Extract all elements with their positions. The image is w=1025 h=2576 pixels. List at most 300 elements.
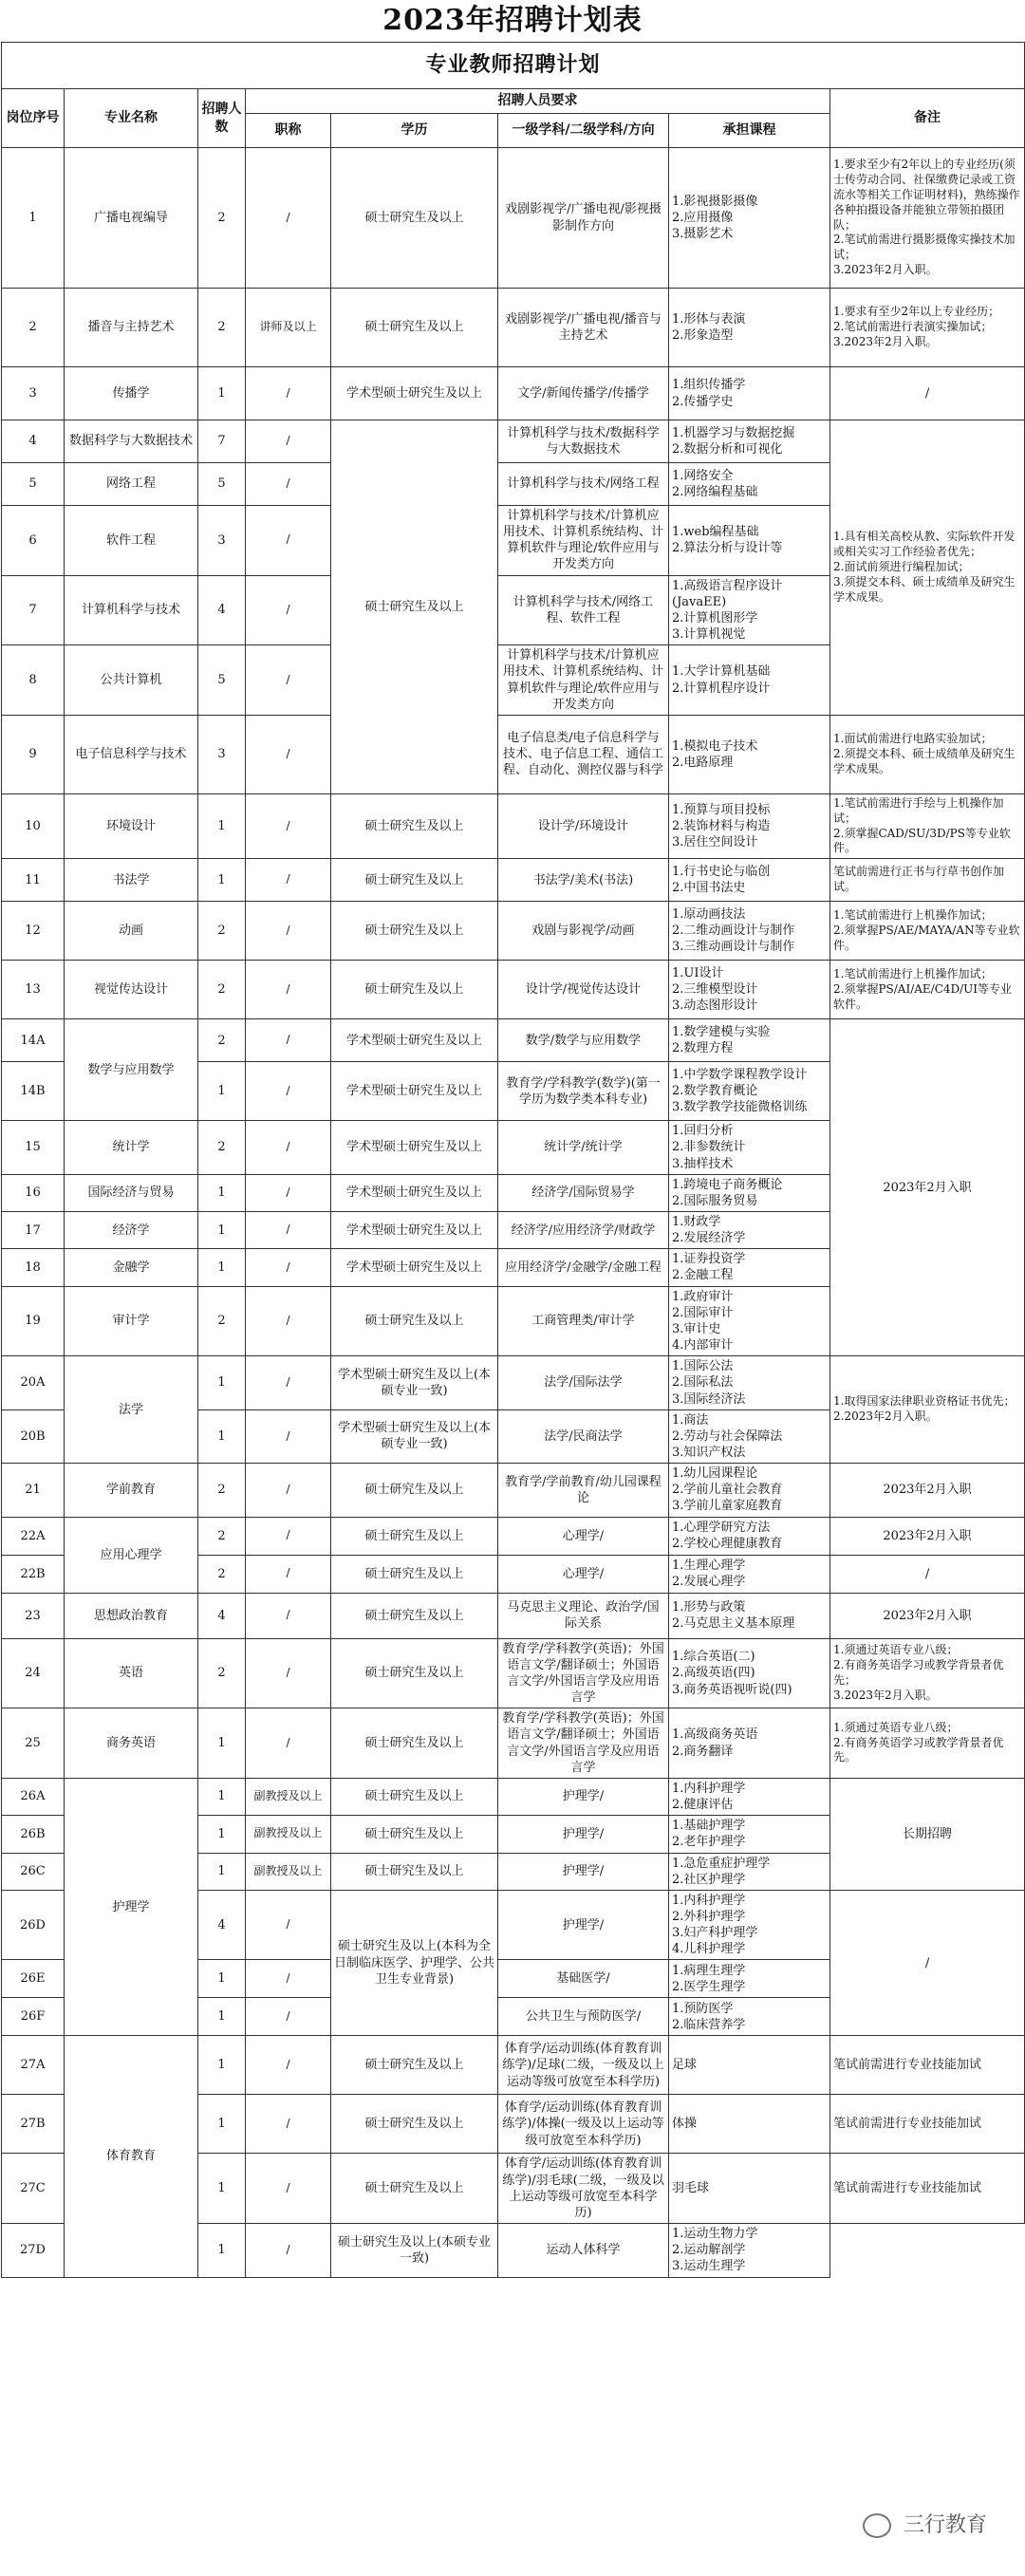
courses-cell: 1.中学数学课程教学设计 2.数学教育概论 3.数学教学技能微格训练 xyxy=(669,1062,830,1121)
post-no-cell: 23 xyxy=(2,1593,65,1638)
courses-cell: 1.病理生理学 2.医学生理学 xyxy=(669,1960,830,1998)
remark-cell: 1.具有相关高校从教、实际软件开发或相关实习工作经验者优先； 2.面试前须进行编程加试； 3.须提交本科、硕士成绩单及研究生学术成果。 xyxy=(830,420,1025,716)
post-no-cell: 26A xyxy=(2,1778,65,1815)
education-cell: 学术型硕士研究生及以上(本硕专业一致) xyxy=(331,1356,498,1409)
major-cell: 商务英语 xyxy=(65,1708,198,1779)
post-no-cell: 20A xyxy=(2,1356,65,1409)
discipline-cell: 体育学/运动训练(体育教育训练学)/体操(一级及以上运动等级可放宽至本科学历) xyxy=(498,2095,669,2154)
rank-cell: / xyxy=(246,2224,331,2277)
count-cell: 1 xyxy=(198,2095,246,2154)
discipline-cell: 基础医学/ xyxy=(498,1960,669,1998)
major-cell: 数据科学与大数据技术 xyxy=(65,420,198,463)
courses-cell: 1.预算与项目投标 2.装饰材料与构造 3.居住空间设计 xyxy=(669,793,830,858)
courses-cell: 1.UI设计 2.三维模型设计 3.动态图形设计 xyxy=(669,961,830,1019)
major-cell: 公共计算机 xyxy=(65,645,198,716)
rank-cell: / xyxy=(246,859,331,902)
post-no-cell: 15 xyxy=(2,1121,65,1174)
count-cell: 3 xyxy=(198,715,246,793)
discipline-cell: 计算机科学与技术/数据科学与大数据技术 xyxy=(498,420,669,463)
remark-cell: 1.笔试前需进行上机操作加试； 2.须掌握PS/AE/MAYA/AN等专业软件。 xyxy=(830,902,1025,961)
remark-cell: 1.须通过英语专业八级； 2.有商务英语学习或教学背景者优先。 xyxy=(830,1708,1025,1779)
courses-cell: 1.跨境电子商务概论 2.国际服务贸易 xyxy=(669,1174,830,1211)
courses-cell: 1.形体与表演 2.形象造型 xyxy=(669,289,830,367)
remark-cell: 2023年2月入职 xyxy=(830,1517,1025,1555)
education-cell: 硕士研究生及以上 xyxy=(331,289,498,367)
courses-cell: 1.国际公法 2.国际私法 3.国际经济法 xyxy=(669,1356,830,1409)
discipline-cell: 教育学/学前教育/幼儿园课程论 xyxy=(498,1464,669,1517)
header-rank: 职称 xyxy=(246,114,331,148)
courses-cell: 1.综合英语(二) 2.高级英语(四) 3.商务英语视听说(四) xyxy=(669,1638,830,1708)
post-no-cell: 13 xyxy=(2,961,65,1019)
discipline-cell: 教育学/学科教学(数学)(第一学历为数学类本科专业) xyxy=(498,1062,669,1121)
rank-cell: / xyxy=(246,1174,331,1211)
count-cell: 2 xyxy=(198,1638,246,1708)
recruitment-table xyxy=(1,42,1025,2278)
remark-cell: 笔试前需进行正书与行草书创作加试。 xyxy=(830,859,1025,902)
count-cell: 2 xyxy=(198,961,246,1019)
rank-cell: / xyxy=(246,367,331,420)
count-cell: 2 xyxy=(198,1464,246,1517)
rank-cell: / xyxy=(246,961,331,1019)
remark-cell: / xyxy=(830,367,1025,420)
table-row xyxy=(2,859,1025,902)
rank-cell: 副教授及以上 xyxy=(246,1853,331,1890)
discipline-cell: 体育学/运动训练(体育教育训练学)/羽毛球(二级，一级及以上运动等级可放宽至本科学历) xyxy=(498,2154,669,2224)
discipline-cell: 心理学/ xyxy=(498,1517,669,1555)
major-cell: 广播电视编导 xyxy=(65,148,198,289)
remark-cell: / xyxy=(830,1555,1025,1593)
courses-cell: 1.大学计算机基础 2.计算机程序设计 xyxy=(669,645,830,716)
education-cell: 硕士研究生及以上 xyxy=(331,902,498,961)
rank-cell: / xyxy=(246,793,331,858)
rank-cell: / xyxy=(246,1062,331,1121)
education-cell: 硕士研究生及以上 xyxy=(331,1555,498,1593)
header-discipline: 一级学科/二级学科/方向 xyxy=(498,114,669,148)
remark-cell: 1.取得国家法律职业资格证书优先； 2.2023年2月入职。 xyxy=(830,1356,1025,1464)
post-no-cell: 27B xyxy=(2,2095,65,2154)
rank-cell: / xyxy=(246,1356,331,1409)
rank-cell: / xyxy=(246,1593,331,1638)
rank-cell: / xyxy=(246,902,331,961)
education-cell: 学术型硕士研究生及以上 xyxy=(331,1019,498,1062)
count-cell: 4 xyxy=(198,1593,246,1638)
table-row xyxy=(2,715,1025,793)
post-no-cell: 24 xyxy=(2,1638,65,1708)
post-no-cell: 26D xyxy=(2,1890,65,1960)
courses-cell: 1.原动画技法 2.二维动画设计与制作 3.三维动画设计与制作 xyxy=(669,902,830,961)
post-no-cell: 18 xyxy=(2,1249,65,1286)
post-no-cell: 12 xyxy=(2,902,65,961)
discipline-cell: 计算机科学与技术/网络工程 xyxy=(498,463,669,506)
remark-cell: 1.要求至少有2年以上的专业经历(须士传劳动合同、社保缴费记录或工资流水等相关工作证明材料)，熟练操作各种拍摄设备并能独立带领拍摄团队； 2.笔试前需进行摄影摄像实操技术加试； 3.2023年2月入职。 xyxy=(830,148,1025,289)
education-cell: 硕士研究生及以上 xyxy=(331,859,498,902)
education-cell: 学术型硕士研究生及以上 xyxy=(331,1062,498,1121)
rank-cell: / xyxy=(246,506,331,576)
discipline-cell: 戏剧影视学/广播电视/播音与主持艺术 xyxy=(498,289,669,367)
count-cell: 3 xyxy=(198,506,246,576)
rank-cell: / xyxy=(246,1708,331,1779)
education-cell: 硕士研究生及以上 xyxy=(331,1816,498,1853)
post-no-cell: 26B xyxy=(2,1816,65,1853)
post-no-cell: 21 xyxy=(2,1464,65,1517)
post-no-cell: 8 xyxy=(2,645,65,716)
discipline-cell: 护理学/ xyxy=(498,1853,669,1890)
header-count: 招聘人数 xyxy=(198,89,246,148)
education-cell: 学术型硕士研究生及以上 xyxy=(331,367,498,420)
count-cell: 1 xyxy=(198,2154,246,2224)
education-cell: 学术型硕士研究生及以上(本硕专业一致) xyxy=(331,1409,498,1463)
education-cell: 硕士研究生及以上(本硕专业一致) xyxy=(331,2224,498,2277)
education-cell: 硕士研究生及以上 xyxy=(331,1853,498,1890)
remark-cell: 1.面试前需进行电路实验加试； 2.须提交本科、硕士成绩单及研究生学术成果。 xyxy=(830,715,1025,793)
count-cell: 1 xyxy=(198,367,246,420)
discipline-cell: 体育学/运动训练(体育教育训练学)/足球(二级，一级及以上运动等级可放宽至本科学历) xyxy=(498,2036,669,2095)
major-cell: 金融学 xyxy=(65,1249,198,1286)
major-cell: 书法学 xyxy=(65,859,198,902)
courses-cell: 1.影视摄影摄像 2.应用摄像 3.摄影艺术 xyxy=(669,148,830,289)
remark-cell: 长期招聘 xyxy=(830,1778,1025,1890)
post-no-cell: 26F xyxy=(2,1998,65,2036)
table-row xyxy=(2,1356,1025,1409)
discipline-cell: 工商管理类/审计学 xyxy=(498,1286,669,1356)
education-cell: 硕士研究生及以上 xyxy=(331,148,498,289)
post-no-cell: 1 xyxy=(2,148,65,289)
count-cell: 5 xyxy=(198,645,246,716)
discipline-cell: 计算机科学与技术/计算机应用技术、计算机系统结构、计算机软件与理论/软件应用与开发类方向 xyxy=(498,506,669,576)
discipline-cell: 经济学/国际贸易学 xyxy=(498,1174,669,1211)
count-cell: 2 xyxy=(198,148,246,289)
table-row xyxy=(2,2036,1025,2095)
post-no-cell: 7 xyxy=(2,575,65,645)
count-cell: 1 xyxy=(198,1816,246,1853)
major-cell: 护理学 xyxy=(65,1778,198,2036)
post-no-cell: 6 xyxy=(2,506,65,576)
remark-cell: 笔试前需进行专业技能加试 xyxy=(830,2154,1025,2224)
table-row xyxy=(2,793,1025,858)
count-cell: 2 xyxy=(198,1286,246,1356)
major-cell: 播音与主持艺术 xyxy=(65,289,198,367)
count-cell: 2 xyxy=(198,1555,246,1593)
courses-cell: 1.幼儿园课程论 2.学前儿童社会教育 3.学前儿童家庭教育 xyxy=(669,1464,830,1517)
post-no-cell: 26C xyxy=(2,1853,65,1890)
education-cell: 硕士研究生及以上(本科为全日制临床医学、护理学、公共卫生专业背景) xyxy=(331,1890,498,2036)
table-row xyxy=(2,1708,1025,1779)
discipline-cell: 教育学/学科教学(英语)；外国语言文学/翻译硕士；外国语言文学/外国语言学及应用语言学 xyxy=(498,1638,669,1708)
rank-cell: / xyxy=(246,2154,331,2224)
header-requirements: 招聘人员要求 xyxy=(246,89,830,114)
education-cell: 硕士研究生及以上 xyxy=(331,961,498,1019)
courses-cell: 1.形势与政策 2.马克思主义基本原理 xyxy=(669,1593,830,1638)
page-title: 2023年招聘计划表 xyxy=(382,4,643,37)
major-cell: 英语 xyxy=(65,1638,198,1708)
education-cell: 硕士研究生及以上 xyxy=(331,1464,498,1517)
courses-cell: 1.机器学习与数据挖掘 2.数据分析和可视化 xyxy=(669,420,830,463)
education-cell: 硕士研究生及以上 xyxy=(331,2036,498,2095)
table-row xyxy=(2,1638,1025,1708)
table-body xyxy=(2,43,1025,2278)
table-row xyxy=(2,961,1025,1019)
table-row xyxy=(2,1778,1025,1815)
rank-cell: / xyxy=(246,715,331,793)
courses-cell: 1.web编程基础 2.算法分析与设计等 xyxy=(669,506,830,576)
table-row xyxy=(2,1464,1025,1517)
table-row xyxy=(2,367,1025,420)
education-cell: 硕士研究生及以上 xyxy=(331,1593,498,1638)
discipline-cell: 护理学/ xyxy=(498,1890,669,1960)
count-cell: 2 xyxy=(198,1019,246,1062)
count-cell: 1 xyxy=(198,1356,246,1409)
table-row xyxy=(2,420,1025,463)
count-cell: 1 xyxy=(198,859,246,902)
courses-cell: 1.政府审计 2.国际审计 3.审计史 4.内部审计 xyxy=(669,1286,830,1356)
count-cell: 1 xyxy=(198,1778,246,1815)
discipline-cell: 设计学/视觉传达设计 xyxy=(498,961,669,1019)
major-cell: 网络工程 xyxy=(65,463,198,506)
rank-cell: / xyxy=(246,1517,331,1555)
remark-cell: 2023年2月入职 xyxy=(830,1019,1025,1356)
major-cell: 思想政治教育 xyxy=(65,1593,198,1638)
count-cell: 1 xyxy=(198,793,246,858)
post-no-cell: 3 xyxy=(2,367,65,420)
rank-cell: / xyxy=(246,575,331,645)
discipline-cell: 戏剧与影视学/动画 xyxy=(498,902,669,961)
courses-cell: 1.高级商务英语 2.商务翻译 xyxy=(669,1708,830,1779)
discipline-cell: 公共卫生与预防医学/ xyxy=(498,1998,669,2036)
courses-cell: 羽毛球 xyxy=(669,2154,830,2224)
major-cell: 软件工程 xyxy=(65,506,198,576)
remark-cell: 1.笔试前需进行手绘与上机操作加试； 2.须掌握CAD/SU/3D/PS等专业软件。 xyxy=(830,793,1025,858)
watermark xyxy=(863,2509,987,2538)
discipline-cell: 戏剧影视学/广播电视/影视摄影制作方向 xyxy=(498,148,669,289)
courses-cell: 1.行书史论与临创 2.中国书法史 xyxy=(669,859,830,902)
discipline-cell: 统计学/统计学 xyxy=(498,1121,669,1174)
courses-cell: 1.数学建模与实验 2.数理方程 xyxy=(669,1019,830,1062)
courses-cell: 1.组织传播学 2.传播学史 xyxy=(669,367,830,420)
post-no-cell: 19 xyxy=(2,1286,65,1356)
count-cell: 1 xyxy=(198,1062,246,1121)
rank-cell: 讲师及以上 xyxy=(246,289,331,367)
post-no-cell: 2 xyxy=(2,289,65,367)
post-no-cell: 17 xyxy=(2,1211,65,1248)
discipline-cell: 心理学/ xyxy=(498,1555,669,1593)
post-no-cell: 14A xyxy=(2,1019,65,1062)
remark-cell: 1.要求有至少2年以上专业经历； 2.笔试前需进行表演实操加试； 3.2023年2月入职。 xyxy=(830,289,1025,367)
count-cell: 1 xyxy=(198,1708,246,1779)
discipline-cell: 数学/数学与应用数学 xyxy=(498,1019,669,1062)
post-no-cell: 22B xyxy=(2,1555,65,1593)
count-cell: 5 xyxy=(198,463,246,506)
count-cell: 1 xyxy=(198,1174,246,1211)
education-cell: 学术型硕士研究生及以上 xyxy=(331,1249,498,1286)
major-cell: 国际经济与贸易 xyxy=(65,1174,198,1211)
count-cell: 2 xyxy=(198,289,246,367)
post-no-cell: 20B xyxy=(2,1409,65,1463)
post-no-cell: 27D xyxy=(2,2224,65,2277)
rank-cell: / xyxy=(246,1286,331,1356)
post-no-cell: 25 xyxy=(2,1708,65,1779)
remark-cell: 2023年2月入职 xyxy=(830,1593,1025,1638)
courses-cell: 1.心理学研究方法 2.学校心理健康教育 xyxy=(669,1517,830,1555)
count-cell: 2 xyxy=(198,1517,246,1555)
courses-cell: 1.急危重症护理学 2.社区护理学 xyxy=(669,1853,830,1890)
education-cell: 学术型硕士研究生及以上 xyxy=(331,1174,498,1211)
table-row xyxy=(2,902,1025,961)
discipline-cell: 书法学/美术(书法) xyxy=(498,859,669,902)
courses-cell: 1.预防医学 2.临床营养学 xyxy=(669,1998,830,2036)
remark-cell: 笔试前需进行专业技能加试 xyxy=(830,2095,1025,2154)
remark-cell: / xyxy=(830,1890,1025,2036)
major-cell: 传播学 xyxy=(65,367,198,420)
major-cell: 统计学 xyxy=(65,1121,198,1174)
major-cell: 视觉传达设计 xyxy=(65,961,198,1019)
rank-cell: / xyxy=(246,420,331,463)
rank-cell: / xyxy=(246,1121,331,1174)
count-cell: 1 xyxy=(198,1211,246,1248)
count-cell: 4 xyxy=(198,1890,246,1960)
count-cell: 1 xyxy=(198,2036,246,2095)
discipline-cell: 教育学/学科教学(英语)；外国语言文学/翻译硕士；外国语言文学/外国语言学及应用语言学 xyxy=(498,1708,669,1779)
courses-cell: 1.运动生物力学 2.运动解剖学 3.运动生理学 xyxy=(669,2224,830,2277)
education-cell: 硕士研究生及以上 xyxy=(331,2154,498,2224)
table-row xyxy=(2,289,1025,367)
table-row xyxy=(2,148,1025,289)
table-subtitle: 专业教师招聘计划 xyxy=(2,43,1025,89)
education-cell: 硕士研究生及以上 xyxy=(331,1517,498,1555)
major-cell: 数学与应用数学 xyxy=(65,1019,198,1121)
major-cell: 环境设计 xyxy=(65,793,198,858)
major-cell: 法学 xyxy=(65,1356,198,1464)
post-no-cell: 14B xyxy=(2,1062,65,1121)
rank-cell: / xyxy=(246,1998,331,2036)
education-cell: 硕士研究生及以上 xyxy=(331,1286,498,1356)
rank-cell: / xyxy=(246,1249,331,1286)
discipline-cell: 护理学/ xyxy=(498,1778,669,1815)
rank-cell: / xyxy=(246,1019,331,1062)
discipline-cell: 护理学/ xyxy=(498,1816,669,1853)
education-cell: 硕士研究生及以上 xyxy=(331,793,498,858)
post-no-cell: 27A xyxy=(2,2036,65,2095)
discipline-cell: 马克思主义理论、政治学/国际关系 xyxy=(498,1593,669,1638)
courses-cell: 1.模拟电子技术 2.电路原理 xyxy=(669,715,830,793)
rank-cell: / xyxy=(246,2036,331,2095)
rank-cell: 副教授及以上 xyxy=(246,1778,331,1815)
remark-cell: 笔试前需进行专业技能加试 xyxy=(830,2036,1025,2095)
post-no-cell: 26E xyxy=(2,1960,65,1998)
major-cell: 经济学 xyxy=(65,1211,198,1248)
education-cell: 硕士研究生及以上 xyxy=(331,1778,498,1815)
post-no-cell: 27C xyxy=(2,2154,65,2224)
rank-cell: 副教授及以上 xyxy=(246,1816,331,1853)
discipline-cell: 计算机科学与技术/计算机应用技术、计算机系统结构、计算机软件与理论/软件应用与开发类方向 xyxy=(498,645,669,716)
header-courses: 承担课程 xyxy=(669,114,830,148)
count-cell: 1 xyxy=(198,1998,246,2036)
rank-cell: / xyxy=(246,1890,331,1960)
rank-cell: / xyxy=(246,1638,331,1708)
count-cell: 4 xyxy=(198,575,246,645)
major-cell: 体育教育 xyxy=(65,2036,198,2277)
courses-cell: 体操 xyxy=(669,2095,830,2154)
table-row xyxy=(2,1517,1025,1555)
count-cell: 1 xyxy=(198,1409,246,1463)
courses-cell: 足球 xyxy=(669,2036,830,2095)
rank-cell: / xyxy=(246,463,331,506)
table-row xyxy=(2,1019,1025,1062)
discipline-cell: 法学/国际法学 xyxy=(498,1356,669,1409)
count-cell: 7 xyxy=(198,420,246,463)
courses-cell: 1.生理心理学 2.发展心理学 xyxy=(669,1555,830,1593)
discipline-cell: 经济学/应用经济学/财政学 xyxy=(498,1211,669,1248)
discipline-cell: 文学/新闻传播学/传播学 xyxy=(498,367,669,420)
post-no-cell: 11 xyxy=(2,859,65,902)
courses-cell: 1.商法 2.劳动与社会保障法 3.知识产权法 xyxy=(669,1409,830,1463)
rank-cell: / xyxy=(246,1960,331,1998)
major-cell: 应用心理学 xyxy=(65,1517,198,1593)
discipline-cell: 法学/民商法学 xyxy=(498,1409,669,1463)
rank-cell: / xyxy=(246,645,331,716)
courses-cell: 1.内科护理学 2.健康评估 xyxy=(669,1778,830,1815)
post-no-cell: 5 xyxy=(2,463,65,506)
courses-cell: 1.基础护理学 2.老年护理学 xyxy=(669,1816,830,1853)
rank-cell: / xyxy=(246,148,331,289)
count-cell: 1 xyxy=(198,1249,246,1286)
post-no-cell: 4 xyxy=(2,420,65,463)
table-row xyxy=(2,1593,1025,1638)
wechat-icon xyxy=(863,2513,891,2538)
rank-cell: / xyxy=(246,1555,331,1593)
discipline-cell: 运动人体科学 xyxy=(498,2224,669,2277)
remark-cell: 1.笔试前需进行上机操作加试； 2.须掌握PS/AI/AE/C4D/UI等专业软件。 xyxy=(830,961,1025,1019)
education-cell: 硕士研究生及以上 xyxy=(331,1638,498,1708)
rank-cell: / xyxy=(246,2095,331,2154)
courses-cell: 1.网络安全 2.网络编程基础 xyxy=(669,463,830,506)
major-cell: 学前教育 xyxy=(65,1464,198,1517)
post-no-cell: 10 xyxy=(2,793,65,858)
watermark-text: 三行教育 xyxy=(903,2513,987,2537)
education-cell: 学术型硕士研究生及以上 xyxy=(331,1211,498,1248)
major-cell: 审计学 xyxy=(65,1286,198,1356)
education-cell: 硕士研究生及以上 xyxy=(331,420,498,794)
count-cell: 1 xyxy=(198,2224,246,2277)
header-post-no: 岗位序号 xyxy=(2,89,65,148)
major-cell: 动画 xyxy=(65,902,198,961)
rank-cell: / xyxy=(246,1409,331,1463)
count-cell: 1 xyxy=(198,1853,246,1890)
rank-cell: / xyxy=(246,1211,331,1248)
major-cell: 计算机科学与技术 xyxy=(65,575,198,645)
count-cell: 2 xyxy=(198,1121,246,1174)
courses-cell: 1.财政学 2.发展经济学 xyxy=(669,1211,830,1248)
major-cell: 电子信息科学与技术 xyxy=(65,715,198,793)
post-no-cell: 16 xyxy=(2,1174,65,1211)
discipline-cell: 应用经济学/金融学/金融工程 xyxy=(498,1249,669,1286)
post-no-cell: 9 xyxy=(2,715,65,793)
count-cell: 1 xyxy=(198,1960,246,1998)
post-no-cell: 22A xyxy=(2,1517,65,1555)
education-cell: 学术型硕士研究生及以上 xyxy=(331,1121,498,1174)
education-cell: 硕士研究生及以上 xyxy=(331,2095,498,2154)
courses-cell: 1.证券投资学 2.金融工程 xyxy=(669,1249,830,1286)
discipline-cell: 电子信息类/电子信息科学与技术、电子信息工程、通信工程、自动化、测控仪器与科学 xyxy=(498,715,669,793)
discipline-cell: 设计学/环境设计 xyxy=(498,793,669,858)
courses-cell: 1.内科护理学 2.外科护理学 3.妇产科护理学 4.儿科护理学 xyxy=(669,1890,830,1960)
remark-cell: 1.须通过英语专业八级； 2.有商务英语学习或教学背景者优先； 3.2023年2月入职。 xyxy=(830,1638,1025,1708)
remark-cell: 2023年2月入职 xyxy=(830,1464,1025,1517)
courses-cell: 1.高级语言程序设计(JavaEE) 2.计算机图形学 3.计算机视觉 xyxy=(669,575,830,645)
header-education: 学历 xyxy=(331,114,498,148)
courses-cell: 1.回归分析 2.非参数统计 3.抽样技术 xyxy=(669,1121,830,1174)
rank-cell: / xyxy=(246,1464,331,1517)
count-cell: 2 xyxy=(198,902,246,961)
